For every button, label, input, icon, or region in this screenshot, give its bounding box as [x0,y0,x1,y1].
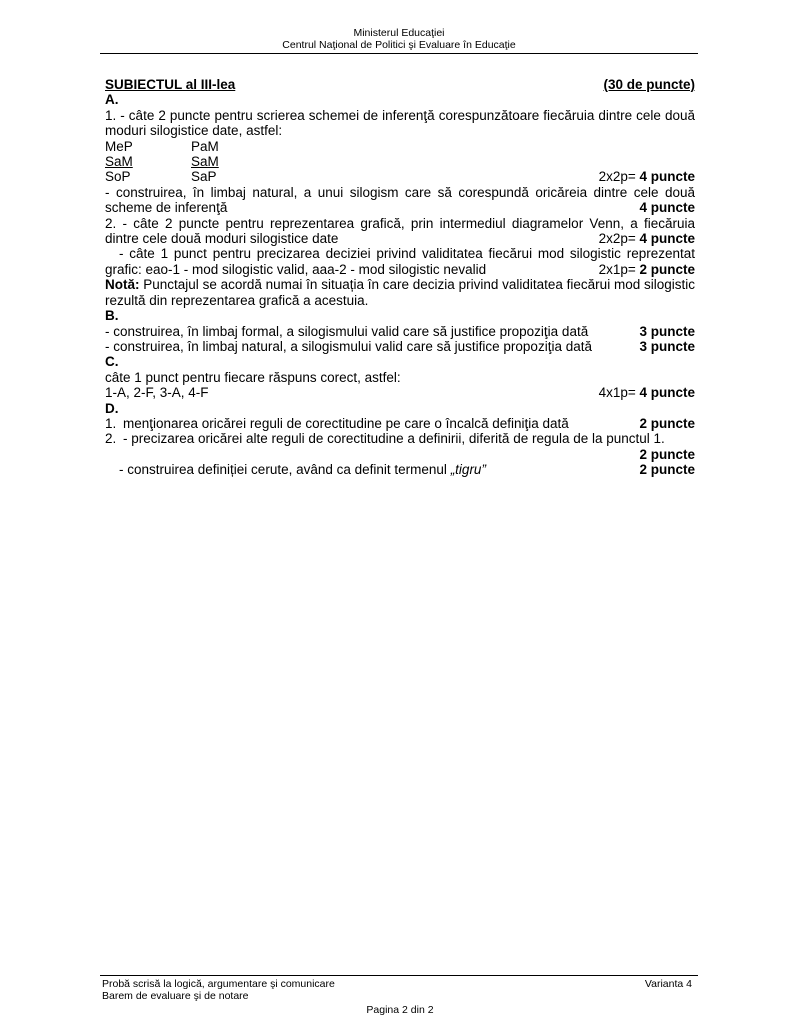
schema-row-1: MeP PaM [105,138,219,154]
section-a-item2: 2. - câte 2 puncte pentru reprezentarea grafică, prin intermediul diagramelor Venn, a fiecăruia [105,215,695,231]
section-a-item2b: - câte 1 punct pentru precizarea deciziei privind validitatea fiecărui mod silogistic reprezentat [119,246,695,262]
footer-variant: Varianta 4 [644,978,692,990]
item2b-score: 2x1p= 2 puncte [598,261,695,277]
document-header [100,27,698,51]
header-divider [100,53,698,54]
page-number: Pagina 2 din 2 [366,1004,434,1016]
section-d-item-2: 2. - precizarea oricărei alte reguli de corectitudine a definirii, diferită de regula de la punctul 1. [105,431,665,447]
section-a-note [105,277,695,308]
section-a-item2b-cont: grafic: eao-1 - mod silogistic valid, aaa-2 - mod silogistic nevalid 2x1p= 2 puncte [105,261,695,277]
section-c-intro: câte 1 punct pentru fiecare răspuns corect, astfel: [105,369,401,385]
section-a-label: A. [105,92,119,108]
footer-exam-title: Probă scrisă la logică, argumentare şi comunicare [102,978,335,990]
section-b-item-1: - construirea, în limbaj formal, a silogismului valid care să justifice propoziţia dată 3 puncte [105,323,695,339]
section-b-item-2: - construirea, în limbaj natural, a silogismului valid care să justifice propoziţia dată 3 puncte [105,338,695,354]
item2-score: 2x2p= 4 puncte [598,231,695,247]
section-a-item1b-cont: scheme de inferenţă 4 puncte [105,200,695,216]
section-c-label: C. [105,354,119,370]
section-a-item2-cont: dintre cele două moduri silogistice date 2x2p= 4 puncte [105,231,695,247]
section-d-item-1: 1. menţionarea oricărei reguli de corectitudine pe care o încalcă definiţia dată 2 puncte [105,415,695,431]
schema-score: 2x2p= 4 puncte [598,169,695,185]
section-c-score: 4x1p= 4 puncte [598,385,695,401]
note-label: Notă: [105,277,140,293]
section-a-item1b: - construirea, în limbaj natural, a unui silogism care să corespundă oricăreia dintre cele două [105,184,695,200]
schema-row-2: SaM SaM [105,154,219,170]
section-a-item1-cont: moduri silogistice date, astfel: [105,123,283,139]
section-d-label: D. [105,400,119,416]
subject-points: (30 de puncte) [603,77,695,92]
note-text: Punctajul se acordă numai în situația în care decizia privind validitatea fiecărui mod silogistic rezultă din reprezentarea grafică a acestuia. [105,277,695,308]
document-body [105,77,695,478]
item1b-score: 4 puncte [639,200,695,216]
header-ministry: Ministerul Educaţiei [353,27,445,39]
section-b-label: B. [105,308,119,324]
subject-heading [105,77,695,92]
section-c-answers: 1-A, 2-F, 3-A, 4-F 4x1p= 4 puncte [105,385,695,401]
document-footer [102,978,692,1002]
section-a-item1: 1. - câte 2 puncte pentru scrierea schemei de inferenţă corespunzătoare fiecăruia dintre cele două [105,107,695,123]
header-center: Centrul Naţional de Politici şi Evaluare în Educaţie [282,39,516,51]
schema-row-3: SoP SaP 2x2p= 4 puncte [105,169,695,185]
section-d-item-2-score: 2 puncte [639,446,695,462]
section-d-item-2b: - construirea definiției cerute, având ca definit termenul „tigru” 2 puncte [119,462,695,478]
footer-subtitle: Barem de evaluare şi de notare [102,990,249,1002]
subject-title: SUBIECTUL al III-lea [105,77,236,92]
footer-divider [100,975,698,976]
